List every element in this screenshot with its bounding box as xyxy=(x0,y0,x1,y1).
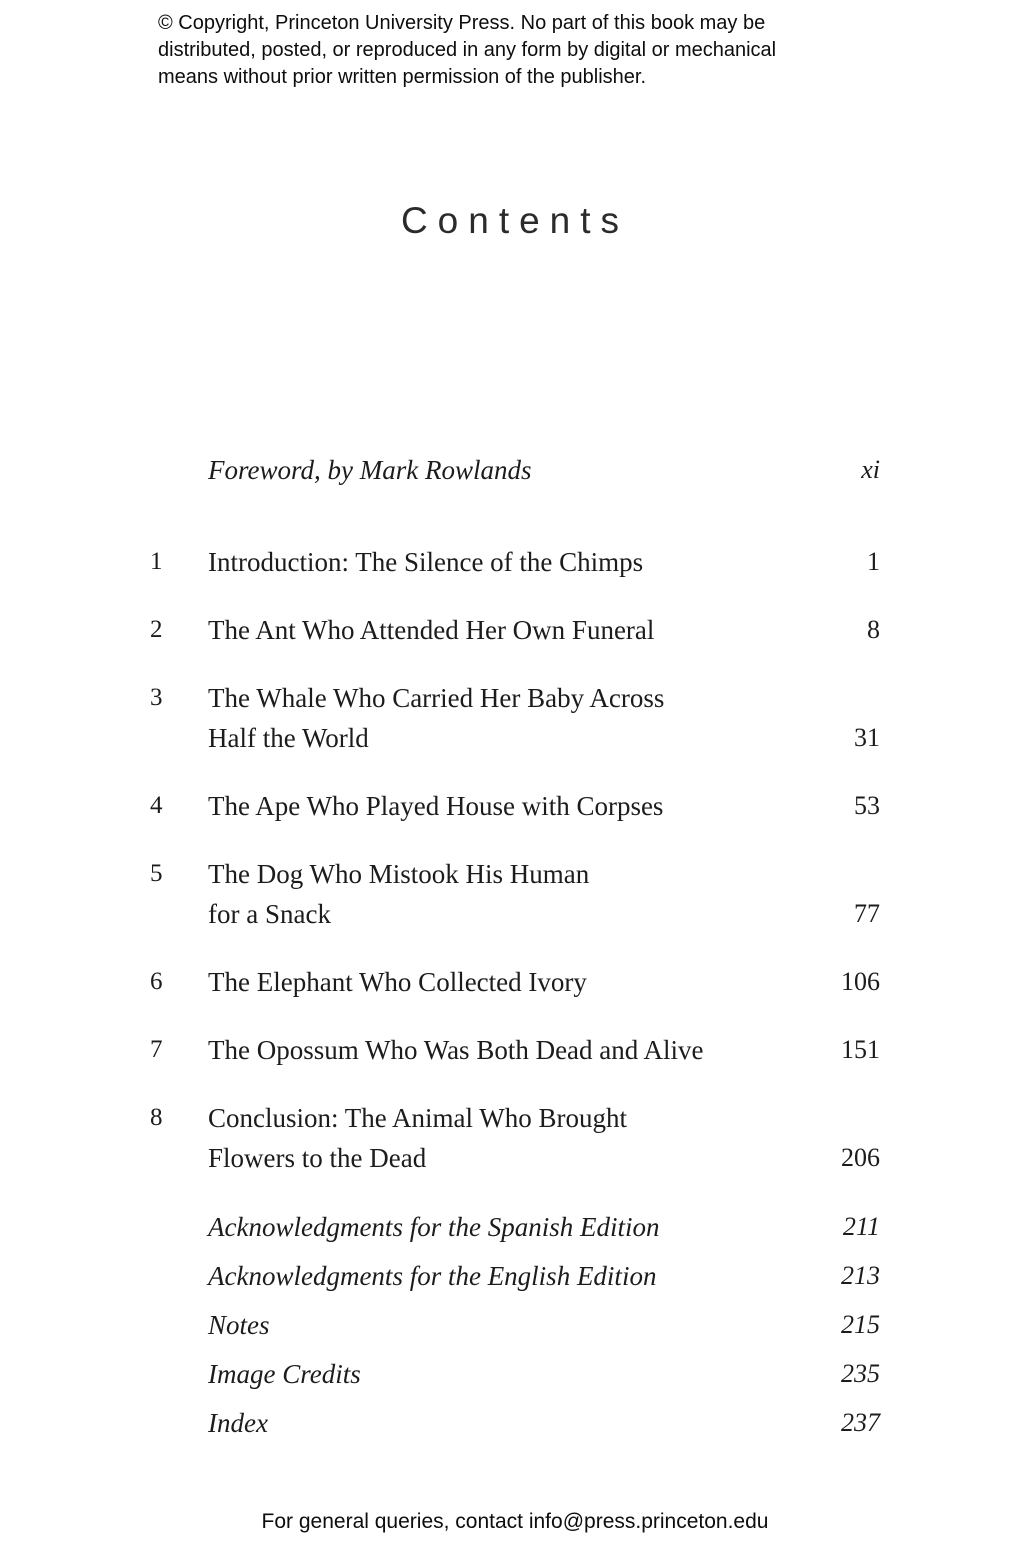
entry-title: Acknowledgments for the English Edition xyxy=(208,1261,657,1291)
page-number: 237 xyxy=(841,1408,880,1437)
entry-title: Acknowledgments for the Spanish Edition xyxy=(208,1212,660,1242)
entry-title: The Elephant Who Collected Ivory xyxy=(208,967,587,997)
copyright-line: means without prior written permission of the publisher. xyxy=(158,66,647,88)
toc-entry-chapter-5[interactable] xyxy=(150,854,880,934)
entry-title: Image Credits xyxy=(208,1359,361,1389)
toc-entry-chapter-8[interactable] xyxy=(150,1098,880,1178)
chapter-number: 8 xyxy=(150,1104,163,1131)
chapter-number: 1 xyxy=(150,548,163,575)
chapter-number: 2 xyxy=(150,616,163,643)
page-number: 53 xyxy=(854,791,880,820)
copyright-line: © Copyright, Princeton University Press. No part of this book may be xyxy=(158,12,766,34)
toc-entry-chapter-7[interactable] xyxy=(150,1030,880,1070)
chapter-number: 4 xyxy=(150,792,163,819)
page-number: 1 xyxy=(867,547,880,576)
toc-entry-chapter-2[interactable] xyxy=(150,610,880,650)
toc-entry-chapter-4[interactable] xyxy=(150,786,880,826)
page-number: 206 xyxy=(841,1143,880,1172)
page-number: 235 xyxy=(841,1359,880,1388)
entry-title xyxy=(208,854,854,934)
entry-title: Introduction: The Silence of the Chimps xyxy=(208,547,644,577)
entry-title: Foreword, by Mark Rowlands xyxy=(208,455,532,485)
page-number: 151 xyxy=(841,1035,880,1064)
page-number: xi xyxy=(861,455,880,484)
page-number: 213 xyxy=(841,1261,880,1290)
entry-title-line: for a Snack xyxy=(208,899,331,929)
page-title: Contents xyxy=(400,200,630,241)
entry-title-line: Conclusion: The Animal Who Brought xyxy=(208,1103,627,1133)
back-matter-section xyxy=(150,1207,880,1443)
page-number: 8 xyxy=(867,615,880,644)
entry-title xyxy=(208,678,854,758)
toc-entry-foreword[interactable] xyxy=(150,450,880,490)
chapter-number: 3 xyxy=(150,684,163,711)
entry-title xyxy=(208,1098,841,1178)
entry-title: The Ant Who Attended Her Own Funeral xyxy=(208,615,655,645)
copyright-notice xyxy=(158,10,878,91)
entry-title: The Ape Who Played House with Corpses xyxy=(208,791,664,821)
entry-title-line: The Whale Who Carried Her Baby Across xyxy=(208,683,665,713)
page-number: 31 xyxy=(854,723,880,752)
copyright-line: distributed, posted, or reproduced in any form by digital or mechanical xyxy=(158,39,777,61)
toc-entry-notes[interactable] xyxy=(150,1305,880,1345)
page-number: 215 xyxy=(841,1310,880,1339)
entry-title-line: The Dog Who Mistook His Human xyxy=(208,859,590,889)
toc-entry-chapter-3[interactable] xyxy=(150,678,880,758)
chapter-number: 6 xyxy=(150,968,163,995)
toc-entry-chapter-6[interactable] xyxy=(150,962,880,1002)
page-number: 77 xyxy=(854,899,880,928)
entry-title-line: Flowers to the Dead xyxy=(208,1143,427,1173)
page-number: 106 xyxy=(841,967,880,996)
entry-title: Index xyxy=(208,1408,268,1438)
toc-entry-image-credits[interactable] xyxy=(150,1354,880,1394)
entry-title: Notes xyxy=(208,1310,270,1340)
entry-title: The Opossum Who Was Both Dead and Alive xyxy=(208,1035,704,1065)
toc-entry-chapter-1[interactable] xyxy=(150,542,880,582)
chapter-number: 5 xyxy=(150,860,163,887)
page-number: 211 xyxy=(842,1212,880,1241)
toc-entry-index[interactable] xyxy=(150,1403,880,1443)
toc-entry-acknowledgments-spanish[interactable] xyxy=(150,1207,880,1247)
table-of-contents xyxy=(150,450,880,1452)
general-queries-footer: For general queries, contact info@press.princeton.edu xyxy=(261,1510,769,1533)
entry-title-line: Half the World xyxy=(208,723,369,753)
toc-entry-acknowledgments-english[interactable] xyxy=(150,1256,880,1296)
chapter-number: 7 xyxy=(150,1036,163,1063)
